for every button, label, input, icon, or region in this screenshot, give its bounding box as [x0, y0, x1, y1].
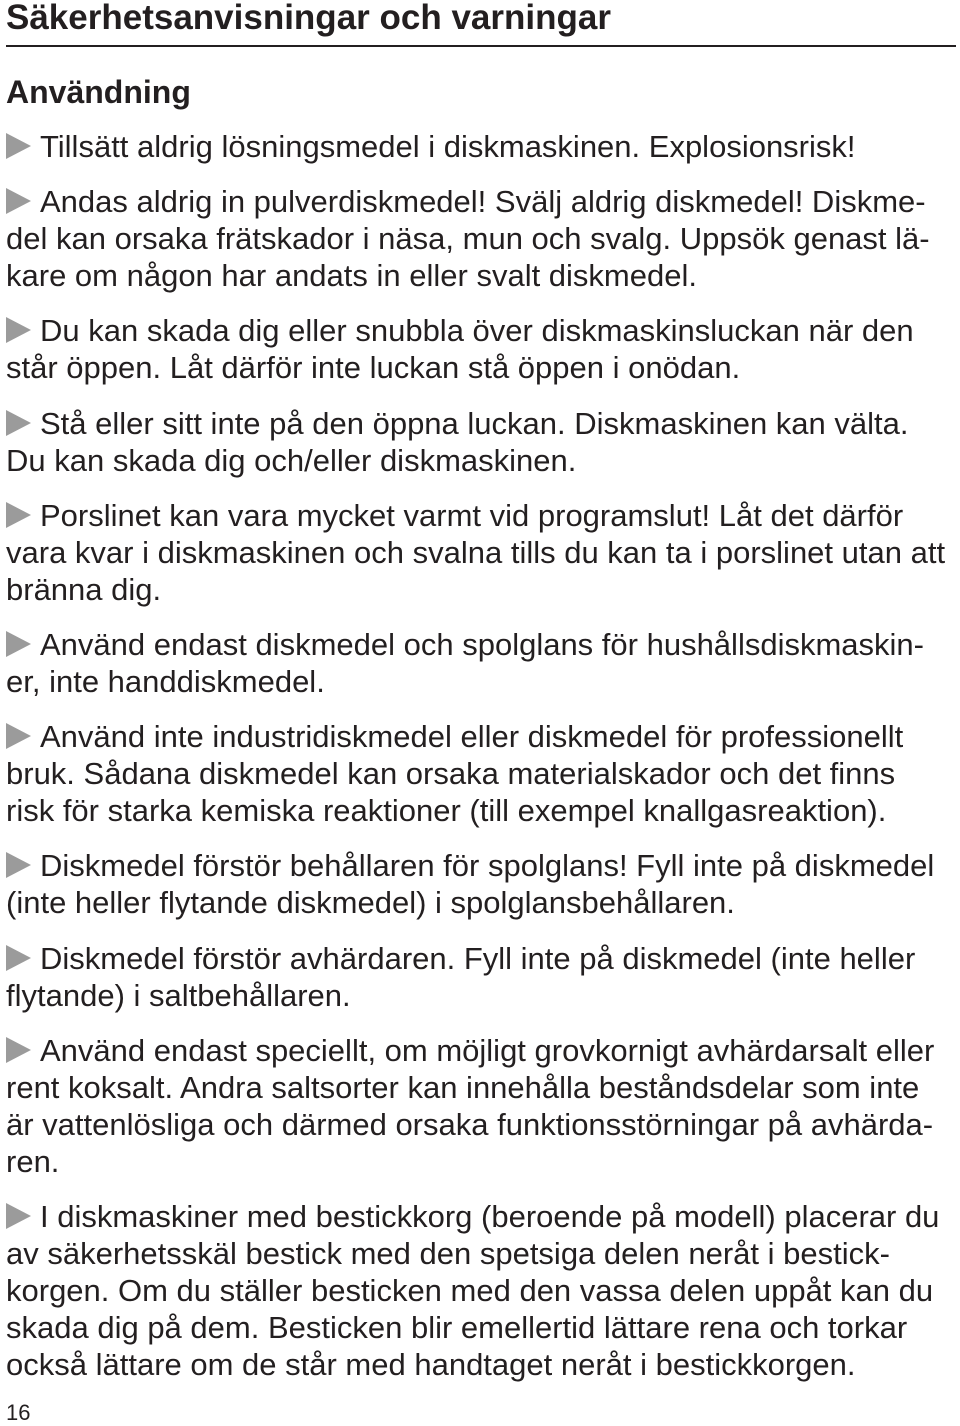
text-line: Andas aldrig in pulverdiskmedel! Svälj aldrig diskmedel! Diskme-	[40, 184, 926, 220]
text-line: rent koksalt. Andra saltsorter kan innehålla beståndsdelar som inte	[6, 1069, 920, 1105]
triangle-right-icon	[6, 1037, 31, 1063]
text-line: Du kan skada dig och/eller diskmaskinen.	[6, 442, 577, 478]
text-line: Diskmedel förstör avhärdaren. Fyll inte på diskmedel (inte heller	[40, 940, 916, 976]
list-item	[6, 128, 956, 165]
triangle-right-icon	[6, 723, 31, 749]
text-line: bränna dig.	[6, 571, 162, 607]
list-item	[6, 183, 956, 294]
text-line: korgen. Om du ställer besticken med den vassa delen uppåt kan du	[6, 1272, 934, 1308]
triangle-right-icon	[6, 410, 31, 436]
text-line: Diskmedel förstör behållaren för spolglans! Fyll inte på diskmedel	[40, 848, 935, 884]
list-item	[6, 718, 956, 829]
triangle-right-icon	[6, 945, 31, 971]
section-heading: Användning	[6, 74, 191, 110]
triangle-right-icon	[6, 852, 31, 878]
title-divider	[6, 45, 956, 47]
triangle-right-icon	[6, 1203, 31, 1229]
text-line: vara kvar i diskmaskinen och svalna tills du kan ta i porslinet utan att	[6, 534, 946, 570]
text-line: står öppen. Låt därför inte luckan stå öppen i onödan.	[6, 350, 741, 386]
warning-list	[6, 128, 956, 1401]
text-line: Använd endast diskmedel och spolglans för hushållsdiskmaskin-	[40, 626, 924, 662]
list-item	[6, 626, 956, 700]
triangle-right-icon	[6, 502, 31, 528]
triangle-right-icon	[6, 631, 31, 657]
text-line: Använd inte industridiskmedel eller diskmedel för professionellt	[40, 719, 904, 755]
text-line: Du kan skada dig eller snubbla över diskmaskinsluckan när den	[40, 313, 914, 349]
text-line: kare om någon har andats in eller svalt diskmedel.	[6, 258, 697, 294]
list-item	[6, 312, 956, 386]
list-item	[6, 1198, 956, 1383]
text-line: del kan orsaka frätskador i näsa, mun och svalg. Uppsök genast lä-	[6, 221, 930, 257]
list-item	[6, 1032, 956, 1180]
list-item	[6, 847, 956, 921]
text-line: Stå eller sitt inte på den öppna luckan. Diskmaskinen kan välta.	[40, 405, 909, 441]
list-item	[6, 940, 956, 1014]
text-line: ren.	[6, 1143, 60, 1179]
list-item	[6, 405, 956, 479]
text-line: Tillsätt aldrig lösningsmedel i diskmaskinen. Explosionsrisk!	[40, 129, 856, 164]
page-number: 16	[6, 1400, 31, 1425]
text-line: risk för starka kemiska reaktioner (till exempel knallgasreaktion).	[6, 793, 887, 829]
triangle-right-icon	[6, 188, 31, 214]
text-line: I diskmaskiner med bestickkorg (beroende på modell) placerar du	[40, 1198, 940, 1234]
text-line: Porslinet kan vara mycket varmt vid programslut! Låt det därför	[40, 497, 904, 533]
triangle-right-icon	[6, 133, 31, 159]
page-title: Säkerhetsanvisningar och varningar	[6, 0, 611, 37]
text-line: är vattenlösliga och därmed orsaka funktionsstörningar på avhärda-	[6, 1106, 934, 1142]
text-line: också lättare om de står med handtaget neråt i bestickkorgen.	[6, 1346, 856, 1382]
text-line: bruk. Sådana diskmedel kan orsaka materialskador och det finns	[6, 756, 896, 792]
text-line: flytande) i saltbehållaren.	[6, 977, 351, 1013]
text-line: Använd endast speciellt, om möjligt grovkornigt avhärdarsalt eller	[40, 1032, 935, 1068]
text-line: (inte heller flytande diskmedel) i spolglansbehållaren.	[6, 885, 735, 921]
text-line: skada dig på dem. Besticken blir emellertid lättare rena och torkar	[6, 1309, 908, 1345]
triangle-right-icon	[6, 317, 31, 343]
list-item	[6, 497, 956, 608]
text-line: er, inte handdiskmedel.	[6, 663, 325, 699]
text-line: av säkerhetsskäl bestick med den spetsiga delen neråt i bestick-	[6, 1235, 890, 1271]
